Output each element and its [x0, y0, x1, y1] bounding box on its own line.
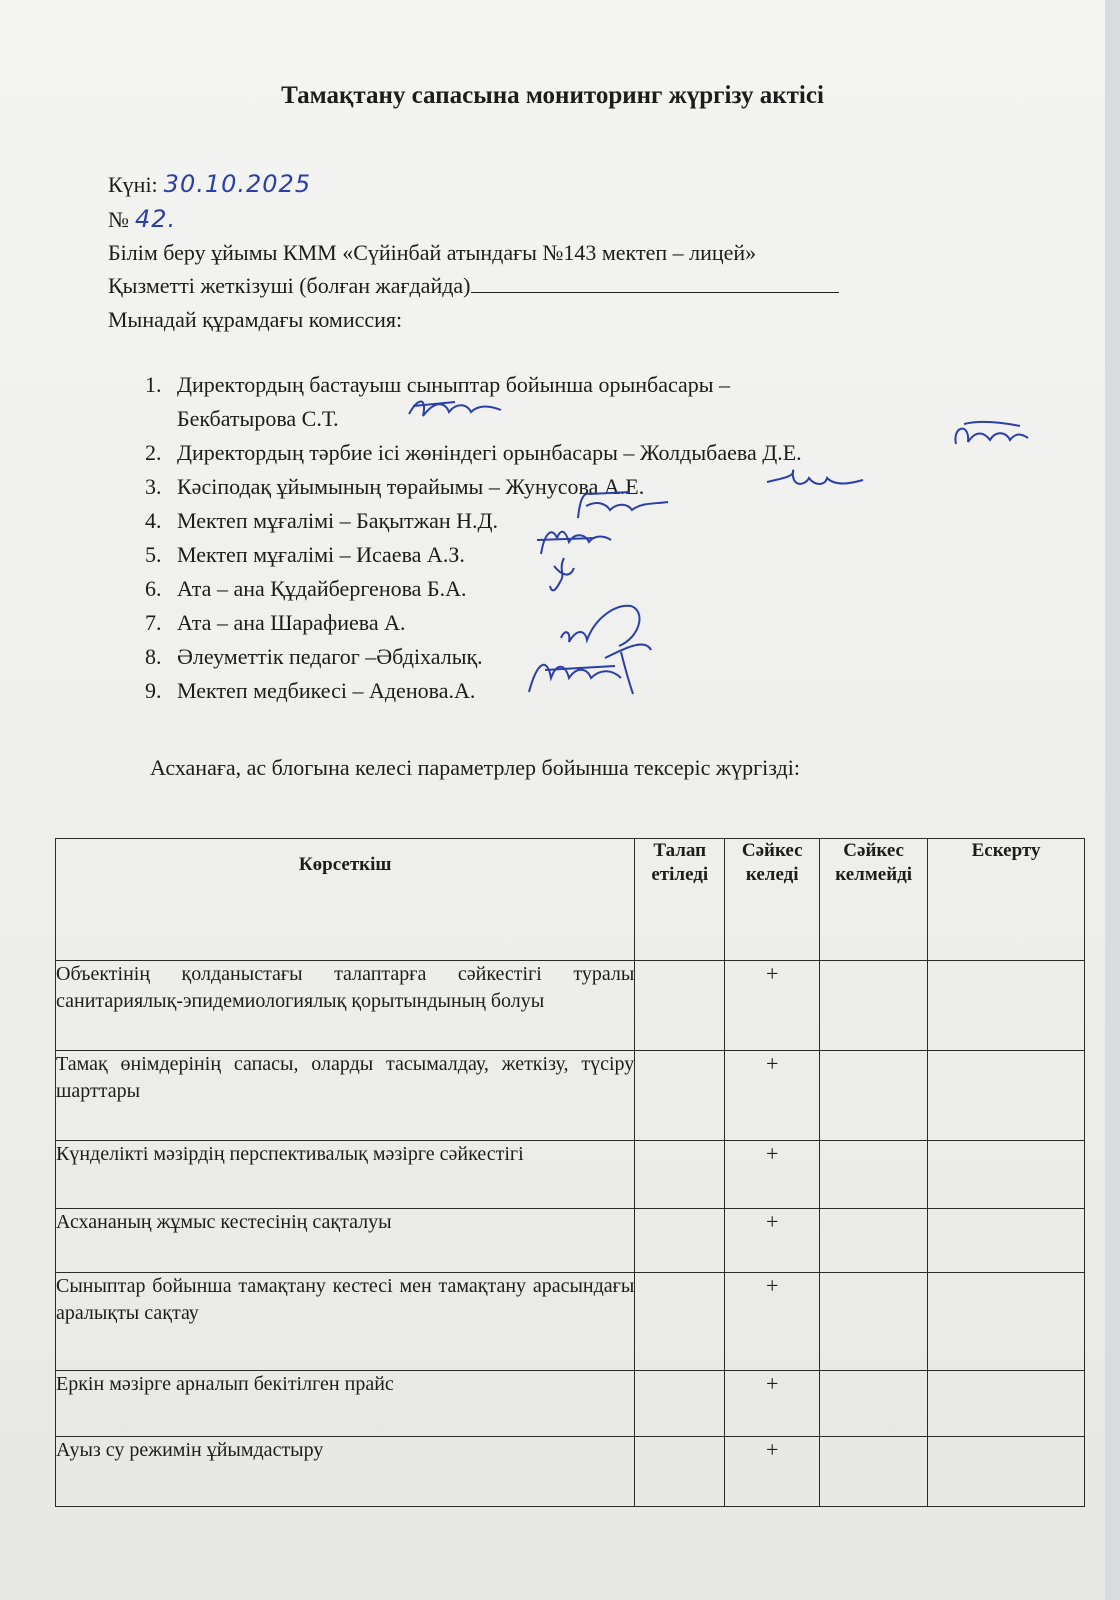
inspection-table	[55, 838, 1085, 1507]
date-line	[108, 170, 311, 198]
table-row: Еркін мәзірге арналып бекітілген прайс +	[56, 1371, 1085, 1437]
member-item: 5. Мектеп мұғалімі – Исаева А.З.	[145, 542, 465, 567]
table-header-row	[56, 839, 1085, 961]
complies-mark: +	[725, 1273, 820, 1371]
header-note: Ескерту	[928, 839, 1085, 961]
supplier-label: Қызметті жеткізуші (болған жағдайда)	[108, 273, 471, 298]
member-item: 6. Ата – ана Құдайбергенова Б.А.	[145, 576, 467, 601]
complies-mark: +	[725, 1437, 820, 1507]
number-label: №	[108, 207, 129, 232]
signature-9	[525, 648, 635, 698]
signature-4	[570, 488, 670, 522]
signature-1	[405, 392, 505, 426]
member-item: 4. Мектеп мұғалімі – Бақытжан Н.Д.	[145, 508, 498, 533]
number-value: 42.	[135, 205, 177, 233]
supplier-line	[108, 273, 839, 299]
header-indicator: Көрсеткіш	[56, 839, 635, 961]
organization-line: Білім беру ұйымы КММ «Сүйінбай атындағы №143 мектеп – лицей»	[108, 240, 757, 265]
complies-mark: +	[725, 1141, 820, 1209]
complies-mark: +	[725, 1051, 820, 1141]
table-row: Тамақ өнімдерінің сапасы, оларды тасымалдау, жеткізу, түсіру шарттары +	[56, 1051, 1085, 1141]
member-item-continuation: Бекбатырова С.Т.	[177, 406, 339, 431]
member-item: 8. Әлеуметтік педагог –Әбдіхалық.	[145, 644, 483, 669]
header-complies: Сәйкес келеді	[725, 839, 820, 961]
header-required: Талап етіледі	[635, 839, 725, 961]
number-line	[108, 205, 176, 233]
table-row: Ауыз су режимін ұйымдастыру +	[56, 1437, 1085, 1507]
date-value: 30.10.2025	[163, 170, 312, 198]
signature-5	[535, 524, 615, 558]
inspection-intro: Асханаға, ас блогына келесі параметрлер бойынша тексеріс жүргізді:	[150, 755, 800, 780]
document-title: Тамақтану сапасына мониторинг жүргізу актісі	[281, 82, 824, 109]
complies-mark: +	[725, 1209, 820, 1273]
header-not-complies: Сәйкес келмейді	[820, 839, 928, 961]
member-item: 2. Директордың тәрбие ісі жөніндегі орынбасары – Жолдыбаева Д.Е.	[145, 440, 802, 465]
member-item: 9. Мектеп медбикесі – Аденова.А.	[145, 678, 476, 703]
table-row: Күнделікті мәзірдің перспективалық мәзірге сәйкестігі +	[56, 1141, 1085, 1209]
commission-label: Мынадай құрамдағы комиссия:	[108, 307, 403, 332]
table-row: Асхананың жұмыс кестесінің сақталуы +	[56, 1209, 1085, 1273]
table-row: Объектінің қолданыстағы талаптарға сәйкестігі туралы санитариялық-эпидемиологиялық қорытындының болуы +	[56, 961, 1085, 1051]
member-item: 1. Директордың бастауыш сыныптар бойынша орынбасары –	[145, 372, 731, 397]
signature-2	[950, 418, 1030, 452]
member-item: 3. Кәсіподақ ұйымының төрайымы – Жунусова А.Е.	[145, 474, 645, 499]
member-item: 7. Ата – ана Шарафиева А.	[145, 610, 406, 635]
complies-mark: +	[725, 961, 820, 1051]
date-label: Күні:	[108, 172, 158, 197]
signature-3	[765, 460, 865, 494]
signature-6	[540, 556, 580, 596]
supplier-blank	[471, 274, 839, 293]
complies-mark: +	[725, 1371, 820, 1437]
table-row: Сыныптар бойынша тамақтану кестесі мен тамақтану арасындағы аралықты сақтау +	[56, 1273, 1085, 1371]
